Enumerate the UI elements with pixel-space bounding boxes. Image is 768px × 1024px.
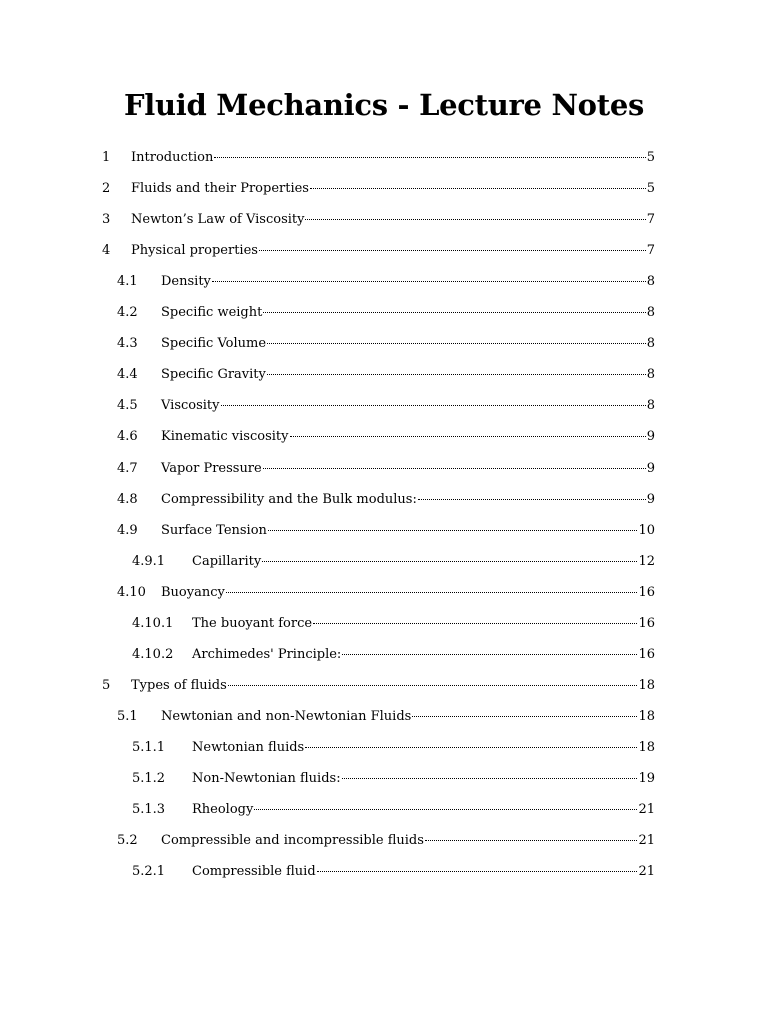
- toc-entry-page-number: 9: [646, 461, 655, 476]
- toc-entry-title: Compressible and incompressible fluids: [161, 833, 424, 848]
- toc-dot-leader: [425, 826, 638, 841]
- toc-entry-page-number: 21: [638, 802, 655, 817]
- toc-entry-number: 4.5: [117, 398, 138, 413]
- toc-dot-leader: [226, 578, 638, 593]
- toc-entry-page-number: 16: [638, 647, 655, 662]
- toc-entry-number: 5: [102, 678, 111, 693]
- toc-dot-leader: [268, 516, 638, 531]
- toc-entry-title: Specific Gravity: [161, 367, 266, 382]
- toc-entry-page-number: 5: [646, 150, 655, 165]
- toc-entry-number: 4.8: [117, 492, 138, 507]
- toc-entry-page-number: 8: [646, 305, 655, 320]
- toc-entry-title: Compressibility and the Bulk modulus:: [161, 492, 417, 507]
- toc-entry[interactable]: [117, 829, 655, 849]
- toc-entry-page-number: 8: [646, 336, 655, 351]
- toc-dot-leader: [267, 329, 646, 344]
- toc-dot-leader: [228, 671, 638, 686]
- toc-entry[interactable]: [117, 301, 655, 321]
- toc-entry-page-number: 19: [638, 771, 655, 786]
- toc-entry[interactable]: [117, 581, 655, 601]
- toc-dot-leader: [412, 702, 637, 717]
- toc-dot-leader: [290, 422, 646, 437]
- toc-entry[interactable]: [132, 798, 655, 818]
- toc-entry-title: Archimedes' Principle:: [192, 647, 342, 662]
- toc-dot-leader: [342, 764, 638, 779]
- toc-entry-number: 2: [102, 181, 111, 196]
- toc-dot-leader: [317, 857, 638, 872]
- toc-dot-leader: [305, 205, 645, 220]
- toc-entry-title: Kinematic viscosity: [161, 429, 289, 444]
- toc-entry-title: Rheology: [192, 802, 254, 817]
- toc-dot-leader: [418, 485, 646, 500]
- toc-entry-number: 1: [102, 150, 111, 165]
- toc-entry-number: 4.9: [117, 523, 138, 538]
- toc-entry-number: 4.6: [117, 429, 138, 444]
- toc-entry-page-number: 21: [638, 864, 655, 879]
- toc-entry-title: Fluids and their Properties: [131, 181, 309, 196]
- toc-entry-page-number: 12: [638, 554, 655, 569]
- toc-entry-number: 5.1.1: [132, 740, 166, 755]
- toc-entry[interactable]: [102, 674, 655, 694]
- toc-dot-leader: [221, 391, 646, 406]
- toc-entry-title: Viscosity: [161, 398, 220, 413]
- toc-entry-page-number: 8: [646, 274, 655, 289]
- toc-entry[interactable]: [117, 457, 655, 477]
- toc-dot-leader: [263, 298, 645, 313]
- toc-entry-title: Density: [161, 274, 211, 289]
- toc-entry-number: 5.2: [117, 833, 138, 848]
- toc-dot-leader: [214, 143, 645, 158]
- toc-entry-number: 4.10.2: [132, 647, 174, 662]
- toc-entry-number: 4.9.1: [132, 554, 166, 569]
- document-title: Fluid Mechanics - Lecture Notes: [123, 88, 644, 122]
- toc-entry-number: 4.3: [117, 336, 138, 351]
- toc-entry-page-number: 8: [646, 367, 655, 382]
- toc-entry-number: 4.7: [117, 461, 138, 476]
- toc-entry[interactable]: [117, 425, 655, 445]
- toc-entry[interactable]: [102, 239, 655, 259]
- toc-entry-page-number: 5: [646, 181, 655, 196]
- toc-entry-title: Newton’s Law of Viscosity: [131, 212, 305, 227]
- toc-dot-leader: [254, 795, 637, 810]
- toc-dot-leader: [259, 236, 646, 251]
- toc-entry-number: 4.4: [117, 367, 138, 382]
- toc-entry[interactable]: [102, 208, 655, 228]
- toc-entry-title: Types of fluids: [131, 678, 227, 693]
- toc-entry[interactable]: [117, 332, 655, 352]
- toc-entry-number: 4.1: [117, 274, 138, 289]
- toc-entry-number: 4.10.1: [132, 616, 174, 631]
- toc-entry-page-number: 10: [638, 523, 655, 538]
- toc-entry-title: The buoyant force: [192, 616, 313, 631]
- toc-dot-leader: [263, 454, 646, 469]
- toc-entry-title: Physical properties: [131, 243, 258, 258]
- toc-entry[interactable]: [132, 550, 655, 570]
- toc-dot-leader: [305, 733, 637, 748]
- toc-entry-title: Introduction: [131, 150, 214, 165]
- toc-entry-page-number: 8: [646, 398, 655, 413]
- toc-entry-title: Buoyancy: [161, 585, 225, 600]
- toc-entry-page-number: 7: [646, 243, 655, 258]
- toc-dot-leader: [310, 174, 646, 189]
- toc-entry-number: 5.1: [117, 709, 138, 724]
- toc-entry-page-number: 18: [638, 709, 655, 724]
- toc-dot-leader: [262, 547, 637, 562]
- toc-entry[interactable]: [132, 643, 655, 663]
- toc-entry-number: 3: [102, 212, 111, 227]
- toc-entry[interactable]: [132, 612, 655, 632]
- toc-entry-page-number: 18: [638, 678, 655, 693]
- toc-entry-number: 4.10: [117, 585, 146, 600]
- toc-entry-number: 4: [102, 243, 111, 258]
- toc-entry-page-number: 16: [638, 616, 655, 631]
- toc-entry-page-number: 9: [646, 492, 655, 507]
- toc-dot-leader: [267, 360, 646, 375]
- toc-entry[interactable]: [102, 177, 655, 197]
- toc-entry[interactable]: [102, 146, 655, 166]
- toc-entry-page-number: 7: [646, 212, 655, 227]
- toc-entry-page-number: 9: [646, 429, 655, 444]
- toc-entry-title: Surface Tension: [161, 523, 267, 538]
- toc-entry-title: Vapor Pressure: [161, 461, 262, 476]
- toc-entry-number: 5.1.3: [132, 802, 166, 817]
- toc-dot-leader: [212, 267, 646, 282]
- toc-entry-title: Specific Volume: [161, 336, 267, 351]
- toc-entry[interactable]: [132, 860, 655, 880]
- toc-dot-leader: [342, 640, 637, 655]
- toc-entry-title: Newtonian and non-Newtonian Fluids: [161, 709, 412, 724]
- toc-entry[interactable]: [132, 767, 655, 787]
- toc-entry[interactable]: [117, 270, 655, 290]
- toc-entry-number: 4.2: [117, 305, 138, 320]
- toc-entry-title: Capillarity: [192, 554, 262, 569]
- toc-entry-title: Compressible fluid: [192, 864, 316, 879]
- toc-entry-page-number: 18: [638, 740, 655, 755]
- toc-entry-page-number: 16: [638, 585, 655, 600]
- toc-entry[interactable]: [117, 519, 655, 539]
- toc-entry-page-number: 21: [638, 833, 655, 848]
- toc-entry[interactable]: [117, 705, 655, 725]
- toc-entry-title: Non-Newtonian fluids:: [192, 771, 341, 786]
- toc-entry[interactable]: [117, 363, 655, 383]
- toc-entry[interactable]: [117, 488, 655, 508]
- toc-entry-number: 5.2.1: [132, 864, 166, 879]
- toc-dot-leader: [313, 609, 637, 624]
- toc-entry[interactable]: [117, 394, 655, 414]
- toc-entry-title: Specific weight: [161, 305, 263, 320]
- toc-entry-title: Newtonian fluids: [192, 740, 305, 755]
- toc-entry-number: 5.1.2: [132, 771, 166, 786]
- toc-entry[interactable]: [132, 736, 655, 756]
